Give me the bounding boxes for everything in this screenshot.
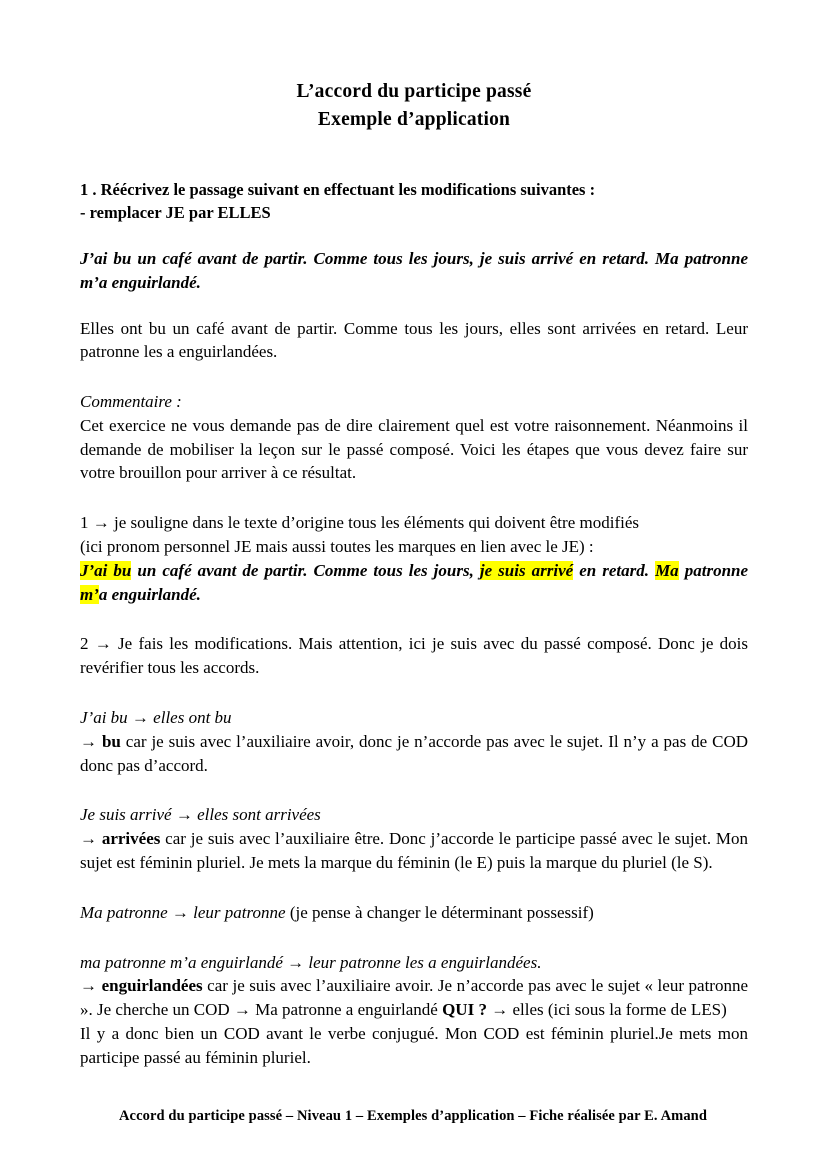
arrow-icon: → — [80, 976, 102, 996]
instruction-line-2: - remplacer JE par ELLES — [80, 203, 271, 223]
section-possessif-head: Ma patronne → leur patronne — [80, 902, 286, 922]
keyword-qui: QUI ? — [442, 1000, 487, 1020]
arrow-icon: → — [80, 731, 102, 751]
passage-plain-4: a enguirlandé. — [98, 584, 201, 604]
section-arrivees-head: Je suis arrivé → elles sont arrivées — [80, 805, 321, 825]
title-line-2: Exemple d’application — [317, 108, 511, 130]
highlight-m-apostrophe: m’ — [80, 584, 99, 604]
keyword-enguirlandees: enguirlandées — [101, 976, 203, 996]
step-2: 2 → Je fais les modifications. Mais attention, ici je suis avec du passé composé. Donc je dois revérifier tous les accords. — [80, 634, 748, 678]
section-enguirlandees-head: ma patronne m’a enguirlandé → leur patronne les a enguirlandées. — [80, 952, 542, 972]
section-arrivees — [80, 803, 748, 874]
section-jai-bu — [80, 706, 748, 777]
section-possessif-line — [80, 901, 748, 925]
section-arrivees-text: car je suis avec l’auxiliaire être. Donc j’accorde le participe passé avec le sujet. Mon sujet est féminin pluriel. Je mets la marque du féminin (le E) puis la marque du pluriel (le S). — [80, 829, 749, 873]
section-possessif-tail: (je pense à changer le déterminant possessif) — [285, 902, 594, 922]
document-content — [80, 0, 748, 1070]
section-enguirlandees-text-1: car je suis avec l’auxiliaire avoir. Je n’accorde pas avec le sujet « leur patronne ». Je cherche un COD → Ma patronne a enguirlandé — [80, 976, 749, 1020]
step-1-line-2: (ici pronom personnel JE mais aussi toutes les marques en lien avec le JE) : — [80, 537, 594, 557]
highlight-ma: Ma — [655, 560, 679, 580]
commentaire-section — [80, 390, 748, 485]
highlight-je-suis-arrive: je suis arrivé — [479, 560, 574, 580]
highlight-jai-bu: J’ai bu — [80, 560, 132, 580]
commentaire-label: Commentaire : — [80, 392, 182, 412]
section-jai-bu-head: J’ai bu → elles ont bu — [80, 708, 232, 728]
section-enguirlandees — [80, 951, 748, 1070]
answer-passage: Elles ont bu un café avant de partir. Comme tous les jours, elles sont arrivées en retard. Leur patronne les a enguirlandées. — [80, 318, 748, 362]
title-line-1: L’accord du participe passé — [296, 81, 532, 102]
section-enguirlandees-body — [80, 974, 748, 1022]
arrow-icon: → — [80, 829, 102, 849]
section-enguirlandees-text-2: → elles (ici sous la forme de LES) — [486, 1000, 727, 1020]
step-1 — [80, 511, 748, 559]
step-1-line-1: 1 → je souligne dans le texte d’origine tous les éléments qui doivent être modifiés — [80, 513, 639, 533]
commentaire-text: Cet exercice ne vous demande pas de dire clairement quel est votre raisonnement. Néanmoins il demande de mobiliser la leçon sur le passé composé. Voici les étapes que vous devez faire sur votre brouillon pour arriver à ce résultat. — [80, 415, 748, 483]
instruction-line-1: 1 . Réécrivez le passage suivant en effectuant les modifications suivantes : — [80, 180, 596, 200]
keyword-bu: bu — [101, 731, 121, 751]
highlighted-source-passage — [80, 559, 748, 607]
section-jai-bu-body — [80, 730, 748, 778]
section-jai-bu-text: car je suis avec l’auxiliaire avoir, donc je n’accorde pas avec le sujet. Il n’y a pas de COD donc pas d’accord. — [80, 731, 749, 775]
passage-plain-1: un café avant de partir. Comme tous les jours, — [131, 560, 480, 580]
section-possessif — [80, 901, 748, 925]
page-title — [80, 78, 748, 133]
section-arrivees-body — [80, 827, 748, 875]
exercise-instruction — [80, 179, 748, 225]
page-footer: Accord du participe passé – Niveau 1 – Exemples d’application – Fiche réalisée par E. Amand — [118, 1108, 708, 1124]
keyword-arrivees: arrivées — [101, 829, 161, 849]
passage-plain-2: en retard. — [573, 560, 656, 580]
section-enguirlandees-text-3: Il y a donc bien un COD avant le verbe conjugué. Mon COD est féminin pluriel.Je mets mon participe passé au féminin pluriel. — [80, 1024, 748, 1067]
passage-plain-3: patronne — [678, 560, 749, 580]
source-passage: J’ai bu un café avant de partir. Comme tous les jours, je suis arrivé en retard. Ma patronne m’a enguirlandé. — [80, 248, 748, 292]
